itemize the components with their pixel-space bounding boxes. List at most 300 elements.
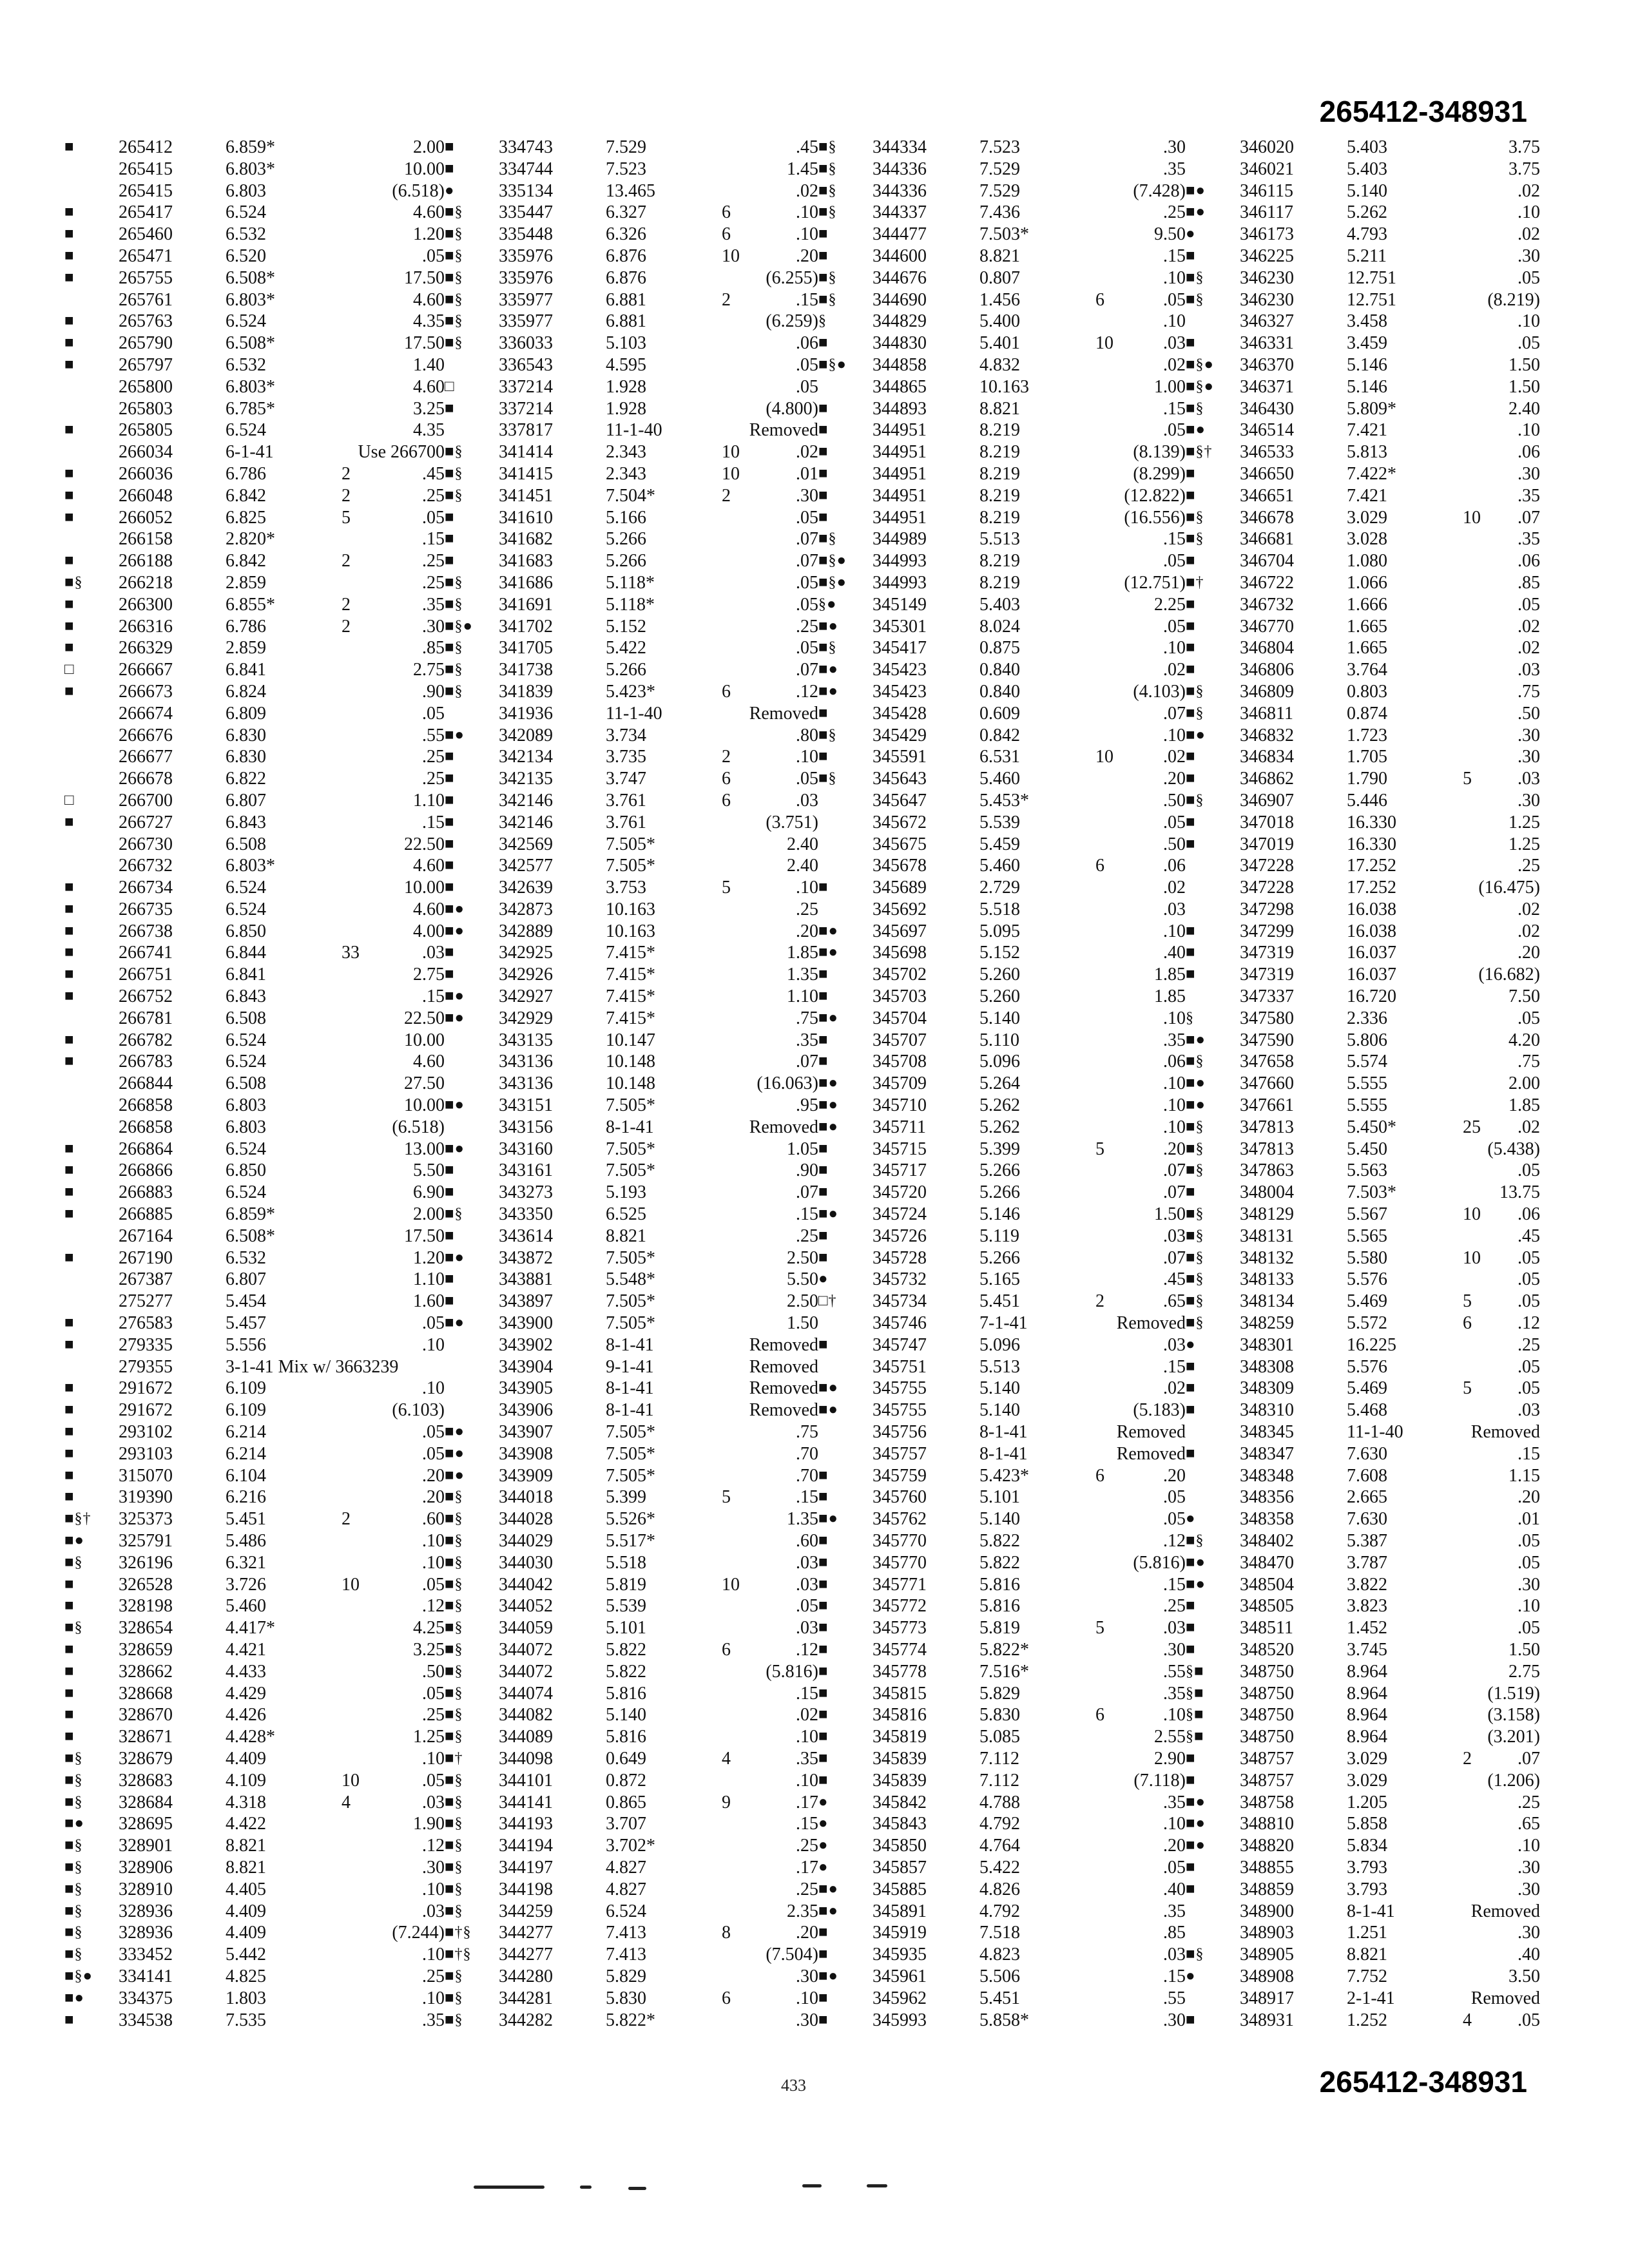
- row-number: 266782: [119, 1030, 173, 1050]
- listing-row: [818, 1160, 1186, 1182]
- row-rate: 5.459: [979, 834, 1020, 854]
- row-quantity: 10: [1095, 747, 1113, 767]
- row-number: 347661: [1240, 1095, 1294, 1116]
- listing-row: [445, 1530, 818, 1552]
- row-number: 343350: [499, 1204, 553, 1225]
- listing-row: [818, 245, 1186, 267]
- row-markers: ■§: [818, 530, 837, 548]
- row-amount: .10: [422, 1945, 445, 1965]
- row-number: 346020: [1240, 137, 1294, 157]
- row-quantity: 6: [722, 769, 731, 789]
- row-rate: 6.109: [226, 1378, 266, 1399]
- row-rate: 6.807: [226, 790, 266, 811]
- row-amount: .07: [796, 551, 818, 572]
- row-rate: 5.556: [226, 1334, 266, 1355]
- listing-row: [445, 1988, 818, 2010]
- row-rate: 5.399: [606, 1487, 646, 1508]
- listing-row: [1186, 1574, 1540, 1596]
- row-number: 343902: [499, 1334, 553, 1355]
- row-number: 343897: [499, 1291, 553, 1312]
- row-markers: ■: [445, 813, 455, 831]
- listing-row: [1186, 1008, 1540, 1030]
- row-amount: .65: [1163, 1291, 1186, 1312]
- row-number: 344052: [499, 1596, 553, 1617]
- row-number: 345423: [872, 681, 927, 702]
- row-rate: 7.505*: [606, 1465, 655, 1486]
- row-rate: 5.858: [1347, 1814, 1387, 1834]
- listing-row: [818, 1312, 1186, 1334]
- listing-row: [1186, 1312, 1540, 1334]
- row-markers: ■: [64, 1379, 75, 1397]
- listing-row: [1186, 1291, 1540, 1312]
- row-rate: 6.803: [226, 180, 266, 201]
- listing-row: [445, 1356, 818, 1378]
- listing-row: [64, 1835, 445, 1857]
- listing-row: [1186, 137, 1540, 159]
- row-markers: ■: [1186, 465, 1196, 482]
- row-rate: 13.465: [606, 180, 655, 201]
- row-rate: 8.964: [1347, 1705, 1387, 1725]
- row-rate: 6.841: [226, 660, 266, 680]
- row-amount: .25: [422, 1705, 445, 1725]
- row-rate: 5.103: [606, 333, 646, 354]
- listing-row: [445, 1421, 818, 1443]
- row-amount: .05: [1518, 594, 1540, 615]
- row-rate: 5.830: [979, 1705, 1020, 1725]
- row-rate: 6.824: [226, 681, 266, 702]
- row-markers: ■§: [445, 1597, 463, 1615]
- listing-row: [1186, 1160, 1540, 1182]
- row-markers: ■: [64, 465, 75, 482]
- row-number: 334538: [119, 2010, 173, 2030]
- row-amount: Removed: [1470, 1901, 1540, 1921]
- row-number: 348129: [1240, 1204, 1294, 1225]
- row-number: 348750: [1240, 1683, 1294, 1704]
- row-markers: ■: [818, 1662, 829, 1680]
- row-markers: ■: [64, 1706, 75, 1724]
- listing-row: [1186, 1247, 1540, 1269]
- row-number: 266700: [119, 790, 173, 811]
- row-rate: 6.859*: [226, 137, 275, 157]
- row-rate: 5.816: [606, 1727, 646, 1747]
- listing-row: [64, 877, 445, 899]
- row-amount: 17.50: [404, 333, 445, 354]
- listing-row: [64, 550, 445, 572]
- row-rate: 5.460: [979, 769, 1020, 789]
- listing-row: [1186, 267, 1540, 289]
- row-amount: .10: [1518, 420, 1540, 441]
- row-markers: ■: [64, 1249, 75, 1266]
- row-rate: 3.747: [606, 769, 646, 789]
- row-amount: .05: [796, 354, 818, 375]
- row-rate: 6.786: [226, 463, 266, 484]
- row-markers: ■: [64, 1445, 75, 1462]
- listing-row: [445, 1465, 818, 1487]
- row-number: 266781: [119, 1008, 173, 1028]
- row-amount: .10: [796, 747, 818, 767]
- row-number: 344676: [872, 267, 927, 288]
- row-number: 343905: [499, 1378, 553, 1399]
- row-markers: ■§: [445, 1706, 463, 1724]
- row-amount: 1.00: [1154, 376, 1186, 397]
- row-number: 348820: [1240, 1836, 1294, 1856]
- row-amount: .10: [1163, 267, 1186, 288]
- row-amount: .25: [796, 1225, 818, 1246]
- listing-row: [64, 528, 445, 550]
- row-amount: 5.50: [787, 1269, 818, 1290]
- listing-row: [64, 1661, 445, 1683]
- row-amount: .25: [1518, 1334, 1540, 1355]
- row-number: 346230: [1240, 289, 1294, 310]
- row-number: 266678: [119, 769, 173, 789]
- row-number: 279335: [119, 1334, 173, 1355]
- row-amount: (5.438): [1487, 1139, 1540, 1159]
- row-amount: .03: [796, 790, 818, 811]
- row-amount: .25: [422, 485, 445, 506]
- listing-row: [1186, 942, 1540, 964]
- row-markers: ■§: [818, 291, 837, 308]
- row-amount: .05: [422, 1574, 445, 1595]
- row-number: 325373: [119, 1509, 173, 1530]
- listing-row: [64, 419, 445, 441]
- row-number: 341414: [499, 442, 553, 463]
- row-markers: ■§: [1186, 508, 1204, 526]
- row-number: 345709: [872, 1073, 927, 1094]
- row-number: 266883: [119, 1182, 173, 1203]
- row-number: 347590: [1240, 1030, 1294, 1050]
- row-amount: 1.10: [413, 1269, 445, 1290]
- listing-row: [445, 528, 818, 550]
- row-rate: 4.793: [1347, 224, 1387, 245]
- listing-row: [64, 1182, 445, 1204]
- row-amount: 3.25: [413, 398, 445, 419]
- row-amount: .10: [1518, 1836, 1540, 1856]
- row-markers: ■: [64, 639, 75, 657]
- row-number: 344198: [499, 1879, 553, 1899]
- listing-row: [64, 1966, 445, 1988]
- row-quantity: 6: [722, 681, 731, 702]
- row-amount: .25: [422, 747, 445, 767]
- listing-row: [1186, 1443, 1540, 1465]
- row-markers: ■: [818, 1989, 829, 2006]
- page-number: 433: [781, 2076, 806, 2095]
- row-number: 265790: [119, 333, 173, 354]
- row-number: 328906: [119, 1857, 173, 1878]
- row-number: 345819: [872, 1727, 927, 1747]
- row-markers: ■: [818, 1619, 829, 1637]
- row-number: 348504: [1240, 1574, 1294, 1595]
- row-amount: .40: [1518, 1945, 1540, 1965]
- row-number: 266674: [119, 703, 173, 724]
- row-markers: □†: [818, 1293, 837, 1310]
- row-amount: .70: [796, 1465, 818, 1486]
- listing-row: [445, 1901, 818, 1923]
- row-rate: 8-1-41: [606, 1117, 654, 1137]
- row-amount: .05: [796, 594, 818, 615]
- listing-row: [818, 681, 1186, 703]
- row-quantity: 2: [342, 485, 351, 506]
- row-markers: ■●: [64, 1815, 84, 1832]
- row-amount: 1.50: [1509, 376, 1540, 397]
- row-rate: 4.764: [979, 1836, 1020, 1856]
- row-markers: ■: [64, 813, 75, 831]
- row-number: 266738: [119, 921, 173, 941]
- listing-row: [818, 419, 1186, 441]
- row-rate: 6.532: [226, 224, 266, 245]
- row-amount: 2.75: [1509, 1661, 1540, 1682]
- listing-row: [1186, 1378, 1540, 1399]
- row-number: 344030: [499, 1552, 553, 1573]
- row-markers: ■: [64, 1053, 75, 1070]
- row-amount: 17.50: [404, 1225, 445, 1246]
- row-number: 345770: [872, 1552, 927, 1573]
- row-markers: ■: [1186, 1749, 1196, 1767]
- row-number: 326528: [119, 1574, 173, 1595]
- row-amount: .07: [796, 529, 818, 550]
- listing-row: [1186, 812, 1540, 834]
- row-amount: (8.219): [1487, 289, 1540, 310]
- row-markers: ■●: [445, 1423, 465, 1441]
- row-markers: ●: [818, 1837, 829, 1854]
- row-number: 345756: [872, 1422, 927, 1443]
- row-number: 346533: [1240, 442, 1294, 463]
- row-number: 343136: [499, 1073, 553, 1094]
- listing-row: [1186, 1922, 1540, 1944]
- row-markers: ■§: [1186, 1532, 1204, 1549]
- row-amount: .15: [1163, 245, 1186, 266]
- row-amount: Removed: [1470, 1988, 1540, 2008]
- row-rate: 17.252: [1347, 856, 1396, 876]
- listing-row: [445, 1247, 818, 1269]
- row-number: 348356: [1240, 1487, 1294, 1508]
- row-rate: 3-1-41 Mix w/ 3663239: [226, 1356, 399, 1377]
- row-rate: 4.832: [979, 354, 1020, 375]
- row-amount: .07: [1518, 1748, 1540, 1769]
- row-rate: 0.872: [606, 1770, 646, 1791]
- listing-row: [818, 1813, 1186, 1835]
- listing-row: [818, 877, 1186, 899]
- row-rate: 6.830: [226, 747, 266, 767]
- listing-row: [1186, 1966, 1540, 1988]
- row-number: 345702: [872, 965, 927, 985]
- listing-row: [64, 572, 445, 594]
- row-rate: 6.508*: [226, 267, 275, 288]
- row-number: 346225: [1240, 245, 1294, 266]
- row-number: 266676: [119, 725, 173, 745]
- row-amount: (5.183): [1133, 1400, 1186, 1421]
- row-number: 345428: [872, 703, 927, 724]
- row-markers: ■§: [445, 1532, 463, 1549]
- row-number: 342927: [499, 986, 553, 1007]
- row-rate: 5.450*: [1347, 1117, 1396, 1137]
- row-rate: 4.792: [979, 1814, 1020, 1834]
- row-quantity: 2: [342, 594, 351, 615]
- row-markers: ■: [1186, 247, 1196, 264]
- row-rate: 1.066: [1347, 572, 1387, 593]
- row-number: 345755: [872, 1378, 927, 1399]
- row-number: 344993: [872, 572, 927, 593]
- row-number: 344334: [872, 137, 927, 157]
- row-amount: .30: [1518, 1574, 1540, 1595]
- listing-row: [64, 616, 445, 638]
- row-markers: ■§: [445, 1771, 463, 1789]
- listing-row: [64, 159, 445, 180]
- row-number: 266677: [119, 747, 173, 767]
- row-markers: ■: [1186, 1619, 1196, 1637]
- row-amount: 10.00: [404, 878, 445, 898]
- row-markers: ■§: [1186, 1249, 1204, 1266]
- row-number: 348758: [1240, 1792, 1294, 1812]
- row-number: 345816: [872, 1705, 927, 1725]
- row-rate: 6.532: [226, 354, 266, 375]
- row-amount: .15: [422, 812, 445, 832]
- row-number: 345885: [872, 1879, 927, 1899]
- listing-row: [64, 812, 445, 834]
- row-markers: ■: [818, 988, 829, 1005]
- row-amount: 2.90: [1154, 1748, 1186, 1769]
- row-amount: 3.50: [1509, 1966, 1540, 1986]
- row-markers: ●: [818, 1815, 829, 1832]
- listing-row: [445, 1661, 818, 1683]
- row-quantity: 5: [722, 878, 731, 898]
- listing-row: [445, 376, 818, 398]
- row-amount: .03: [1163, 1945, 1186, 1965]
- listing-row: [1186, 463, 1540, 485]
- row-rate: 5.816: [979, 1596, 1020, 1617]
- row-amount: .35: [422, 594, 445, 615]
- row-amount: .10: [1518, 202, 1540, 223]
- listing-row: [64, 1356, 445, 1378]
- listing-row: [445, 1922, 818, 1944]
- listing-row: [445, 1051, 818, 1073]
- row-markers: ■: [1186, 1771, 1196, 1789]
- row-rate: 2.729: [979, 878, 1020, 898]
- listing-row: [64, 1704, 445, 1726]
- row-number: 344993: [872, 551, 927, 572]
- row-number: 347299: [1240, 921, 1294, 941]
- listing-row: [1186, 1944, 1540, 1966]
- row-rate: 6.830: [226, 725, 266, 745]
- row-rate: 5.829: [979, 1683, 1020, 1704]
- row-markers: ■●: [445, 1140, 465, 1157]
- listing-column-1: [64, 137, 445, 2063]
- row-number: 346732: [1240, 594, 1294, 615]
- listing-row: [445, 1204, 818, 1225]
- row-number: 275277: [119, 1291, 173, 1312]
- row-markers: ■§: [818, 269, 837, 286]
- row-markers: ■: [1186, 966, 1196, 983]
- row-rate: 5.819: [606, 1574, 646, 1595]
- row-markers: ■●: [445, 1314, 465, 1332]
- listing-row: [64, 1421, 445, 1443]
- row-markers: □: [445, 378, 455, 395]
- row-rate: 0.609: [979, 703, 1020, 724]
- row-number: 345842: [872, 1792, 927, 1812]
- row-number: 265761: [119, 289, 173, 310]
- scan-smudge: [628, 2187, 646, 2190]
- row-number: 344865: [872, 376, 927, 397]
- row-markers: ■§: [445, 1967, 463, 1984]
- row-amount: .30: [1518, 747, 1540, 767]
- row-amount: 10.00: [404, 1095, 445, 1116]
- row-rate: 3.459: [1347, 333, 1387, 354]
- row-rate: 5.822: [606, 1661, 646, 1682]
- listing-row: [818, 224, 1186, 245]
- row-amount: .45: [1518, 1225, 1540, 1246]
- listing-row: [818, 332, 1186, 354]
- listing-row: [818, 507, 1186, 529]
- row-amount: .30: [1518, 725, 1540, 745]
- listing-row: [64, 354, 445, 376]
- row-rate: 5.152: [606, 616, 646, 637]
- row-amount: .05: [422, 703, 445, 724]
- row-amount: 1.25: [413, 1727, 445, 1747]
- row-number: 293102: [119, 1422, 173, 1443]
- row-markers: ■: [64, 508, 75, 526]
- row-markers: ■●: [1186, 1075, 1206, 1092]
- row-markers: ■●: [1186, 204, 1206, 221]
- row-markers: ■●: [445, 726, 465, 744]
- row-markers: ■: [445, 1293, 455, 1310]
- listing-row: [64, 986, 445, 1008]
- row-amount: 2.40: [787, 834, 818, 854]
- row-rate: 7.505*: [606, 834, 655, 854]
- listing-row: [1186, 419, 1540, 441]
- row-number: 346704: [1240, 551, 1294, 572]
- row-amount: .03: [1163, 333, 1186, 354]
- row-rate: 8.821: [979, 245, 1020, 266]
- row-markers: ■●: [818, 1097, 838, 1114]
- row-number: 341686: [499, 572, 553, 593]
- listing-row: [445, 419, 818, 441]
- row-number: 341738: [499, 660, 553, 680]
- row-amount: .12: [422, 1836, 445, 1856]
- row-number: 345728: [872, 1247, 927, 1268]
- row-rate: 1.665: [1347, 616, 1387, 637]
- row-number: 347228: [1240, 878, 1294, 898]
- row-amount: .05: [1518, 1378, 1540, 1399]
- row-number: 266885: [119, 1204, 173, 1225]
- row-number: 341683: [499, 551, 553, 572]
- listing-row: [818, 202, 1186, 224]
- row-markers: ■: [1186, 1445, 1196, 1462]
- row-amount: 2.00: [413, 137, 445, 157]
- row-markers: ■: [64, 966, 75, 983]
- row-amount: 4.20: [1509, 1030, 1540, 1050]
- row-amount: .03: [1163, 1618, 1186, 1639]
- row-number: 344074: [499, 1683, 553, 1704]
- row-rate: 6.876: [606, 245, 646, 266]
- row-markers: ■●: [818, 1075, 838, 1092]
- row-rate: 0.649: [606, 1748, 646, 1769]
- row-number: 342925: [499, 943, 553, 963]
- listing-row: [1186, 224, 1540, 245]
- row-rate: 5.576: [1347, 1269, 1387, 1290]
- listing-row: [1186, 1486, 1540, 1508]
- row-number: 345755: [872, 1400, 927, 1421]
- row-number: 344082: [499, 1705, 553, 1725]
- row-rate: 5.096: [979, 1334, 1020, 1355]
- row-number: 343872: [499, 1247, 553, 1268]
- row-amount: .02: [1163, 354, 1186, 375]
- row-amount: .35: [1163, 159, 1186, 179]
- listing-row: [64, 637, 445, 659]
- row-amount: .05: [1163, 551, 1186, 572]
- listing-row: [1186, 572, 1540, 594]
- row-amount: .02: [796, 442, 818, 463]
- row-rate: 6.785*: [226, 398, 275, 419]
- row-amount: .55: [1163, 1988, 1186, 2008]
